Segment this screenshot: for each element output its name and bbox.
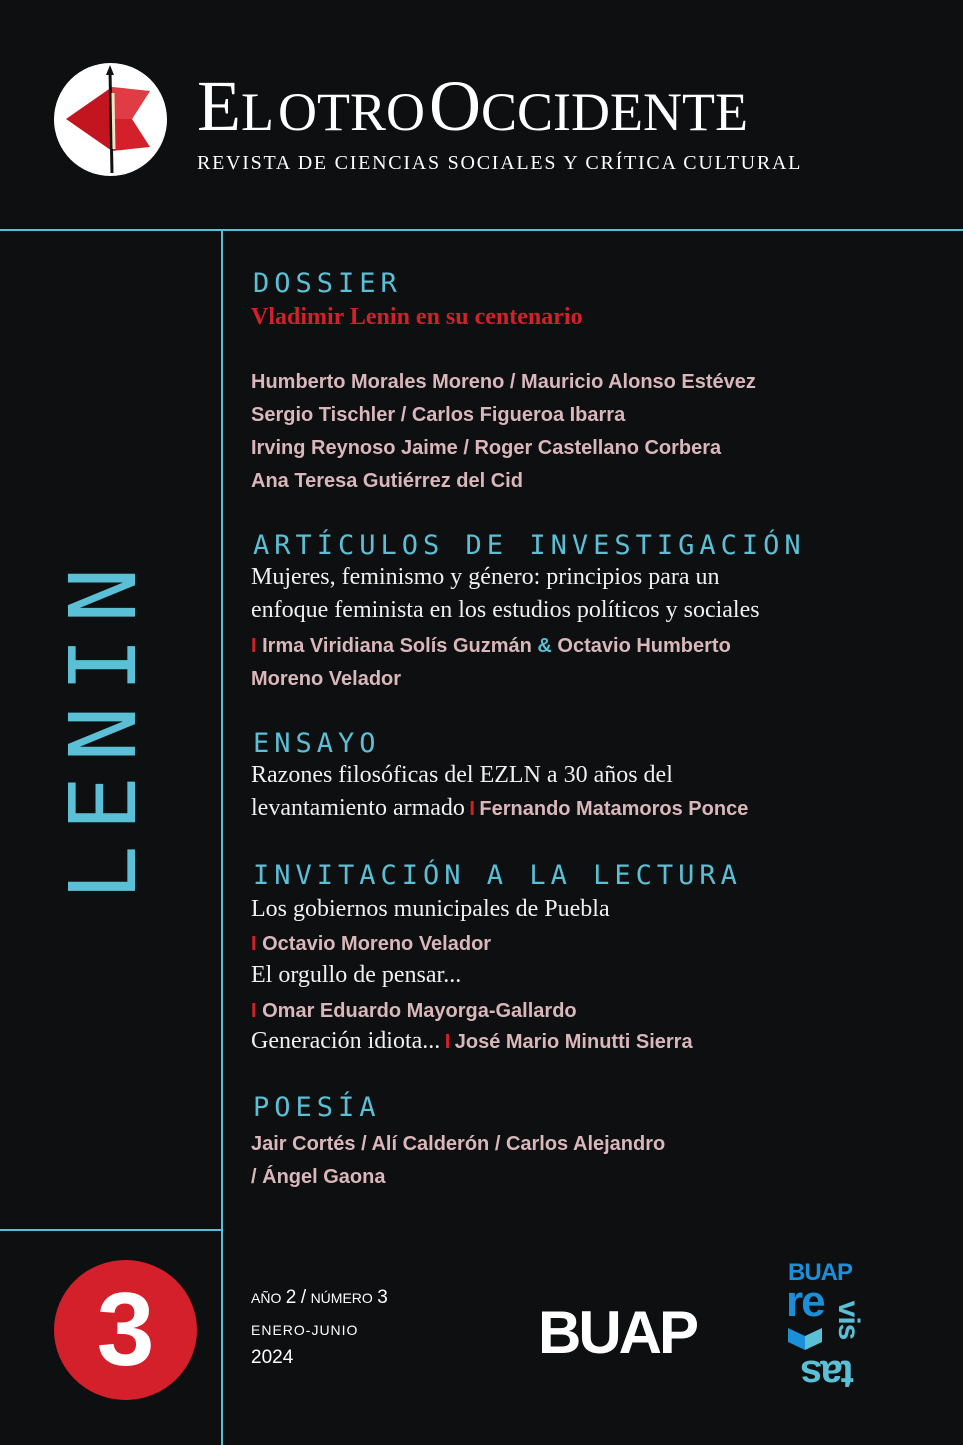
section-invitacion: INVITACIÓN A LA LECTURA <box>253 860 742 891</box>
title-word-otro: OTRO <box>277 82 425 142</box>
revistas-cube-icon <box>788 1324 822 1350</box>
dossier-authors-line-4: Ana Teresa Gutiérrez del Cid <box>251 470 523 492</box>
dossier-authors-line-2: Sergio Tischler / Carlos Figueroa Ibarra <box>251 404 626 426</box>
articulo-title-line-2: enfoque feminista en los estudios políticos y sociales <box>251 597 760 623</box>
revistas-vis: vis <box>832 1300 865 1340</box>
section-poesia: POESÍA <box>253 1092 381 1123</box>
issue-volume: AÑO 2 / NÚMERO 3 <box>251 1287 388 1308</box>
journal-title <box>197 66 917 146</box>
revistas-tas: tas <box>802 1352 854 1396</box>
spine-bottom-divider <box>0 1229 222 1231</box>
header-divider <box>0 229 963 231</box>
invitacion-item-2-title: El orgullo de pensar... <box>251 962 462 988</box>
journal-subtitle: REVISTA DE CIENCIAS SOCIALES Y CRÍTICA CULTURAL <box>197 152 803 174</box>
title-letter-o: O <box>428 66 481 146</box>
invitacion-item-1-author: I Octavio Moreno Velador <box>251 933 492 955</box>
spine-title-text: LENIN <box>50 553 157 901</box>
dossier-authors-line-3: Irving Reynoso Jaime / Roger Castellano Corbera <box>251 437 722 459</box>
title-letter-l: L <box>240 82 274 142</box>
poesia-authors-line-1: Jair Cortés / Alí Calderón / Carlos Alejandro <box>251 1133 666 1155</box>
invitacion-item-3: Generación idiota... I José Mario Minutti Sierra <box>251 1028 693 1054</box>
issue-year: 2024 <box>251 1347 294 1368</box>
logo-emblem <box>54 63 167 176</box>
issue-number-text: 3 <box>96 1272 155 1388</box>
flag-emblem-icon <box>54 63 167 176</box>
articulo-title-line-1: Mujeres, feminismo y género: principios para un <box>251 564 720 590</box>
invitacion-item-1-title: Los gobiernos municipales de Puebla <box>251 896 610 922</box>
dossier-authors-line-1: Humberto Morales Moreno / Mauricio Alonso Estévez <box>251 371 756 393</box>
title-word-ccidente: CCIDENTE <box>480 82 748 142</box>
articulo-authors-line-2: Moreno Velador <box>251 668 402 690</box>
ensayo-title-line-1: Razones filosóficas del EZLN a 30 años del <box>251 762 673 788</box>
section-dossier: DOSSIER <box>253 268 402 299</box>
section-ensayo: ENSAYO <box>253 728 381 759</box>
ensayo-title-line-2: levantamiento armado I Fernando Matamoros Ponce <box>251 795 749 821</box>
buap-logo: BUAP <box>538 1299 697 1366</box>
issue-number-badge <box>54 1260 197 1400</box>
revistas-re: re <box>786 1277 824 1326</box>
dossier-theme: Vladimir Lenin en su centenario <box>251 304 583 330</box>
title-letter-e: E <box>197 66 241 146</box>
section-articulos: ARTÍCULOS DE INVESTIGACIÓN <box>253 530 806 561</box>
spine-divider <box>221 229 223 1445</box>
revistas-buap-logo <box>786 1260 878 1400</box>
issue-period: ENERO-JUNIO <box>251 1322 359 1338</box>
invitacion-item-2-author: I Omar Eduardo Mayorga-Gallardo <box>251 1000 577 1022</box>
poesia-authors-line-2: / Ángel Gaona <box>251 1166 386 1188</box>
articulo-authors-line-1: I Irma Viridiana Solís Guzmán & Octavio Humberto <box>251 635 731 657</box>
revistas-buap-label: BUAP <box>788 1259 853 1286</box>
